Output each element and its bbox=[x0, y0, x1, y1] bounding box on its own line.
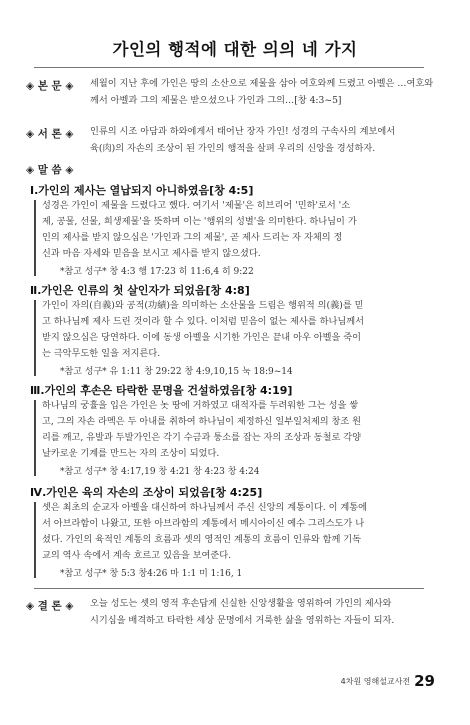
malsseum-label: ◈ 말 씀 ◈ bbox=[26, 164, 74, 176]
section-4-heading: Ⅳ.가인은 육의 자손의 조상이 되었음[창 4:25] bbox=[30, 486, 263, 499]
section-1-body bbox=[42, 198, 440, 262]
section-4-line: 서 아브라함이 나왔고, 또한 아브라함의 계통에서 메시아이신 예수 그리스도가 나 bbox=[42, 518, 365, 529]
section-3-line: 고, 그의 자손 라멕은 두 아내를 취하여 하나님이 제정하신 일부일처제의 창조 원 bbox=[42, 416, 362, 427]
seoron-label: ◈ 서 론 ◈ bbox=[26, 128, 74, 140]
section-4-line: 교의 역사 속에서 계속 흐르고 있음을 보여준다. bbox=[42, 550, 232, 561]
section-2-line: 고 하나님께 제사 드린 것이라 할 수 있다. 이처럼 믿음이 없는 제사를 하나님께서 bbox=[42, 316, 364, 327]
section-3-refs: *참고 성구* 창 4:17,19 창 4:21 창 4:23 창 4:24 bbox=[60, 467, 260, 477]
section-3-line: 하나님의 궁휼을 입은 가인은 놋 땅에 거하였고 대적자를 두려워한 그는 성을 쌓 bbox=[42, 400, 359, 411]
page-title: 가인의 행적에 대한 의의 네 가지 bbox=[112, 40, 358, 59]
section-4-line: 셋은 최초의 순교자 아벨을 대신하여 하나님께서 주신 신앙의 계통이다. 이 계통에 bbox=[42, 502, 368, 513]
section-1-refs: *참고 성구* 창 4:3 행 17:23 히 11:6,4 히 9:22 bbox=[60, 267, 254, 277]
section-1-line: 성경은 가인이 제물을 드렸다고 했다. 여기서 '제물'은 히브리어 '민하'로서 '소 bbox=[42, 200, 351, 211]
bonmun-label: ◈ 본 문 ◈ bbox=[26, 80, 74, 92]
gyeollon-text bbox=[90, 596, 435, 629]
section-1-bar bbox=[34, 200, 36, 276]
section-4-bar bbox=[34, 502, 36, 578]
page-number: 29 bbox=[414, 672, 435, 690]
bonmun-text bbox=[90, 76, 435, 109]
bonmun-line: 께서 아벨과 그의 제물은 받으셨으나 가인과 그의…[창 4:3~5] bbox=[90, 94, 342, 106]
section-1-line: 신과 마음 자세와 믿음을 보시고 제사를 받지 않으셨다. bbox=[42, 248, 261, 259]
section-2-heading: Ⅱ.가인은 인류의 첫 살인자가 되었음[창 4:8] bbox=[30, 284, 250, 297]
section-2-line: 받지 않으심은 당연하다. 이에 동생 아벨을 시기한 가인은 끝내 아우 아벨을 죽이 bbox=[42, 332, 362, 343]
section-2-line: 가인이 자의(自義)와 공적(功績)을 의미하는 소산물을 드림은 행위적 의(義)를 믿 bbox=[42, 300, 364, 311]
seoron-line: 육(肉)의 자손의 조상이 된 가인의 행적을 살펴 우리의 신앙을 경성하자. bbox=[90, 142, 376, 154]
seoron-line: 인류의 시조 아담과 하와에게서 태어난 장자 가인! 성경의 구속사의 계보에서 bbox=[90, 126, 396, 137]
bonmun-line: 세월이 지난 후에 가인은 땅의 소산으로 제물을 삼아 여호와께 드렸고 아벨은 …여호와 bbox=[90, 78, 434, 89]
section-2-line: 는 극악무도한 일을 저지른다. bbox=[42, 348, 161, 359]
section-3-body bbox=[42, 398, 440, 462]
section-4-line: 셨다. 가인의 육적인 계통의 흐름과 셋의 영적인 계통의 흐름이 인류와 함께 기독 bbox=[42, 534, 362, 545]
seoron-text bbox=[90, 124, 435, 157]
section-4-body bbox=[42, 500, 440, 564]
conclusion-divider bbox=[34, 588, 424, 589]
section-2-body bbox=[42, 298, 440, 362]
section-3-heading: Ⅲ.가인의 후손은 타락한 문명을 건설하였음[창 4:19] bbox=[30, 384, 293, 397]
footer-book-title: 4차원 영해설교사전 bbox=[340, 677, 411, 686]
section-2-bar bbox=[34, 300, 36, 376]
section-3-bar bbox=[34, 400, 36, 476]
section-4-refs: *참고 성구* 창 5:3 창4:26 마 1:1 미 1:16, 1 bbox=[60, 569, 243, 579]
section-3-line: 리를 깨고, 유발과 두발가인은 각기 수금과 퉁소를 잡는 자의 조상과 동철로 각양 bbox=[42, 432, 362, 443]
gyeollon-line: 오늘 성도는 셋의 영적 후손답게 신실한 신앙생활을 영위하여 가인의 제사와 bbox=[90, 598, 392, 609]
section-2-refs: *참고 성구* 유 1:11 창 29:22 창 4:9,10,15 눅 18:9~14 bbox=[60, 367, 293, 377]
title-divider bbox=[34, 67, 424, 68]
section-3-line: 날카로운 기계를 만드는 자의 조상이 되었다. bbox=[42, 448, 220, 459]
gyeollon-label: ◈ 결 론 ◈ bbox=[26, 600, 74, 612]
section-1-line: 제, 공물, 선물, 희생제물'을 뜻하며 이는 '행위의 성별'을 의미한다. 하나님이 가 bbox=[42, 216, 357, 227]
section-1-heading: Ⅰ.가인의 제사는 열납되지 아니하였음[창 4:5] bbox=[30, 184, 254, 197]
gyeollon-line: 시기심을 배격하고 타락한 세상 문명에서 거룩한 삶을 영위하는 자들이 되자. bbox=[90, 614, 395, 626]
page-footer bbox=[341, 672, 435, 690]
section-1-line: 인의 제사를 받지 않으심은 '가인과 그의 제물', 곧 제사 드리는 자 자체의 정 bbox=[42, 232, 343, 243]
